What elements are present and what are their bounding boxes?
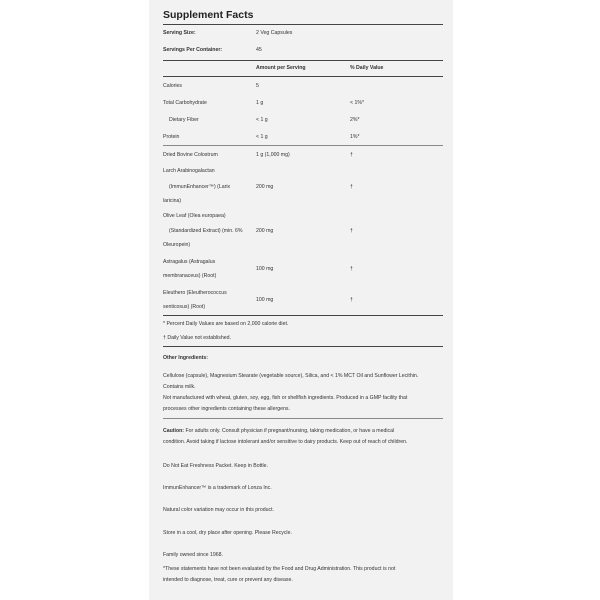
- row-colostrum-name: Dried Bovine Colostrum: [163, 152, 218, 158]
- row-astragalus-dv: †: [350, 266, 353, 272]
- row-olive-amount: 200 mg: [256, 228, 274, 234]
- row-eleuthero-name-1: Eleuthero (Eleutherococcus: [163, 290, 227, 296]
- row-astragalus-name-1: Astragalus (Astragalus: [163, 259, 216, 265]
- amount-header: Amount per Serving: [256, 65, 306, 71]
- note-fda-line-1: *These statements have not been evaluated by the Food and Drug Administration. This product is not: [163, 566, 396, 572]
- servings-per-container-value: 45: [256, 47, 262, 53]
- other-ingredients-line: Not manufactured with wheat, gluten, soy, egg, fish or shellfish ingredients. Produced in a GMP facility that: [163, 395, 408, 401]
- serving-size-label: Serving Size:: [163, 30, 196, 36]
- other-ingredients-line: processes other ingredients containing these allergens.: [163, 406, 290, 412]
- row-olive-name-3: Oleuropein): [163, 242, 191, 248]
- caution-line-1: [163, 428, 394, 434]
- row-larch-name-3: laricina): [163, 198, 182, 204]
- row-protein-name: Protein: [163, 134, 180, 140]
- row-carb-dv: < 1%*: [350, 100, 364, 106]
- note-family: Family owned since 1968.: [163, 552, 223, 558]
- caution-text: For adults only. Consult physician if pregnant/nursing, taking medication, or have a medical: [184, 428, 395, 434]
- row-olive-dv: †: [350, 228, 353, 234]
- row-fiber-name: Dietary Fiber: [169, 117, 199, 123]
- row-carb-amount: 1 g: [256, 100, 264, 106]
- row-olive-name-2: (Standardized Extract) (min. 6%: [169, 228, 243, 234]
- row-eleuthero-dv: †: [350, 297, 353, 303]
- divider: [163, 418, 443, 419]
- other-ingredients-label: Other Ingredients:: [163, 355, 208, 361]
- footnote-percent: * Percent Daily Values are based on 2,000 calorie diet.: [163, 321, 289, 327]
- row-olive-name-1: Olive Leaf (Olea europaea): [163, 213, 226, 219]
- row-astragalus-amount: 100 mg: [256, 266, 274, 272]
- row-eleuthero-amount: 100 mg: [256, 297, 274, 303]
- caution-label: Caution:: [163, 428, 185, 434]
- row-colostrum-dv: †: [350, 152, 353, 158]
- serving-size-value: 2 Veg Capsules: [256, 30, 293, 36]
- divider: [163, 315, 443, 316]
- row-calories-name: Calories: [163, 83, 183, 89]
- row-protein-dv: 1%*: [350, 134, 360, 140]
- page-title: Supplement Facts: [163, 9, 254, 21]
- note-trademark: ImmunEnhancer™ is a trademark of Lonza Inc.: [163, 485, 272, 491]
- note-color: Natural color variation may occur in this product.: [163, 507, 275, 513]
- divider: [163, 24, 443, 25]
- row-larch-name-2: (ImmunEnhancer™) (Larix: [169, 184, 231, 190]
- note-store: Store in a cool, dry place after opening. Please Recycle.: [163, 530, 292, 536]
- servings-per-container-label: Servings Per Container:: [163, 47, 223, 53]
- footnote-dagger: † Daily Value not established.: [163, 335, 231, 341]
- row-astragalus-name-2: membranaceus) (Root): [163, 273, 217, 279]
- note-freshness: Do Not Eat Freshness Packet. Keep in Bottle.: [163, 463, 268, 469]
- row-eleuthero-name-2: senticosus) (Root): [163, 304, 206, 310]
- row-fiber-amount: < 1 g: [256, 117, 268, 123]
- divider: [163, 346, 443, 347]
- row-fiber-dv: 2%*: [350, 117, 360, 123]
- row-larch-name-1: Larch Arabinogalactan: [163, 168, 215, 174]
- divider: [163, 145, 443, 146]
- caution-line-2: condition. Avoid taking if lactose intolerant and/or sensitive to dairy products. Keep out of reach of children.: [163, 439, 408, 445]
- divider: [163, 60, 443, 61]
- row-larch-dv: †: [350, 184, 353, 190]
- row-protein-amount: < 1 g: [256, 134, 268, 140]
- other-ingredients-line: Contains milk.: [163, 384, 196, 390]
- row-calories-amount: 5: [256, 83, 259, 89]
- row-carb-name: Total Carbohydrate: [163, 100, 207, 106]
- other-ingredients-line: Cellulose (capsule), Magnesium Stearate (vegetable source), Silica, and < 1% MCT Oil and Sunflower Lecithin.: [163, 373, 419, 379]
- note-fda-line-2: intended to diagnose, treat, cure or prevent any disease.: [163, 577, 293, 583]
- daily-value-header: % Daily Value: [350, 65, 384, 71]
- row-larch-amount: 200 mg: [256, 184, 274, 190]
- row-colostrum-amount: 1 g (1,000 mg): [256, 152, 290, 158]
- divider: [163, 76, 443, 77]
